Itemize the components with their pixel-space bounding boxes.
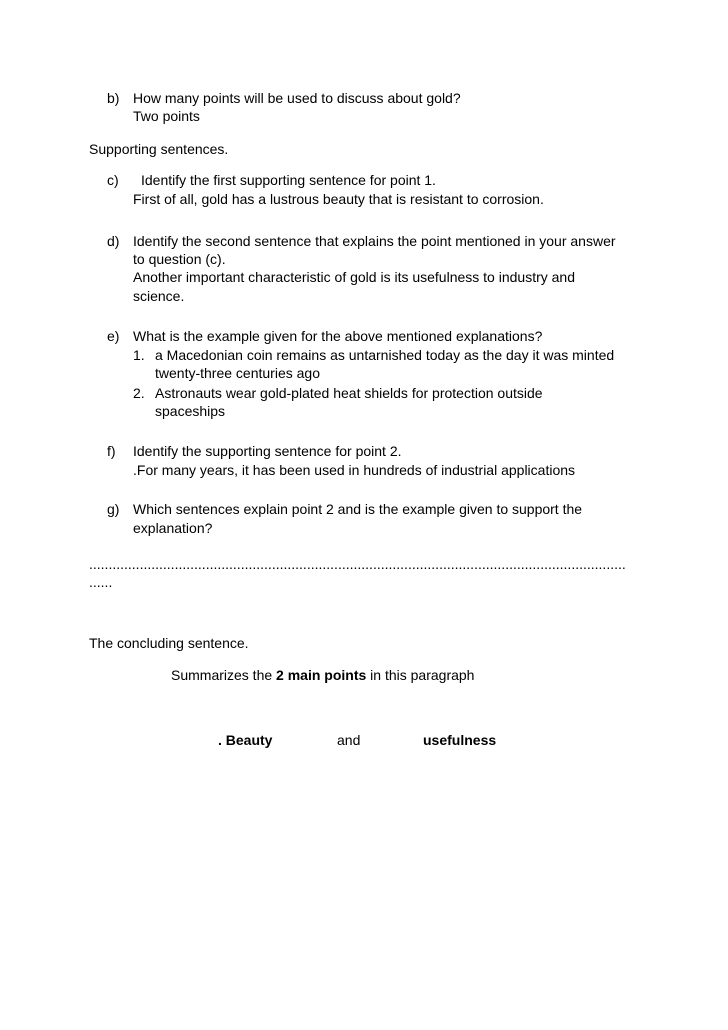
item-c-answer: First of all, gold has a lustrous beauty that is resistant to corrosion. bbox=[133, 191, 544, 207]
answer-dotted-line-continued: ...... bbox=[89, 574, 113, 590]
item-e-example2-number: 2. bbox=[133, 385, 145, 401]
main-point-connector: and bbox=[337, 732, 361, 748]
item-b-label: b) bbox=[107, 90, 120, 106]
answer-dotted-line: .......................................................................................................................................... bbox=[89, 556, 626, 572]
item-d-question-line2: to question (c). bbox=[133, 251, 226, 267]
concluding-summary bbox=[171, 666, 474, 684]
item-g-question-line2: explanation? bbox=[133, 520, 213, 536]
item-e-example1-line2: twenty-three centuries ago bbox=[155, 365, 320, 381]
summary-suffix: in this paragraph bbox=[366, 667, 475, 683]
supporting-sentences-heading: Supporting sentences. bbox=[89, 141, 229, 157]
item-e-example1-number: 1. bbox=[133, 347, 145, 363]
item-c-question: Identify the first supporting sentence for point 1. bbox=[141, 172, 436, 188]
item-c-label: c) bbox=[107, 172, 119, 188]
item-d-answer-line1: Another important characteristic of gold is its usefulness to industry and bbox=[133, 269, 575, 285]
item-b-question: How many points will be used to discuss about gold? bbox=[133, 90, 461, 106]
item-e-label: e) bbox=[107, 328, 120, 344]
item-b-answer: Two points bbox=[133, 108, 200, 124]
item-f-question: Identify the supporting sentence for point 2. bbox=[133, 443, 402, 459]
main-point-usefulness: usefulness bbox=[423, 732, 497, 748]
concluding-sentence-heading: The concluding sentence. bbox=[89, 635, 249, 651]
item-e-example2-line1: Astronauts wear gold-plated heat shields for protection outside bbox=[155, 385, 543, 401]
summary-bold-main-points: 2 main points bbox=[276, 667, 367, 683]
item-d-label: d) bbox=[107, 233, 120, 249]
item-e-example1-line1: a Macedonian coin remains as untarnished today as the day it was minted bbox=[155, 347, 615, 363]
item-f-answer: .For many years, it has been used in hundreds of industrial applications bbox=[133, 462, 576, 478]
summary-prefix: Summarizes the bbox=[171, 667, 277, 683]
main-point-beauty: . Beauty bbox=[218, 732, 273, 748]
item-e-example2-line2: spaceships bbox=[155, 403, 226, 419]
item-g-label: g) bbox=[107, 501, 120, 517]
item-d-answer-line2: science. bbox=[133, 288, 185, 304]
item-f-label: f) bbox=[107, 443, 116, 459]
item-g-question-line1: Which sentences explain point 2 and is the example given to support the bbox=[133, 501, 583, 517]
item-e-question: What is the example given for the above mentioned explanations? bbox=[133, 328, 543, 344]
item-d-question-line1: Identify the second sentence that explains the point mentioned in your answer bbox=[133, 233, 616, 249]
